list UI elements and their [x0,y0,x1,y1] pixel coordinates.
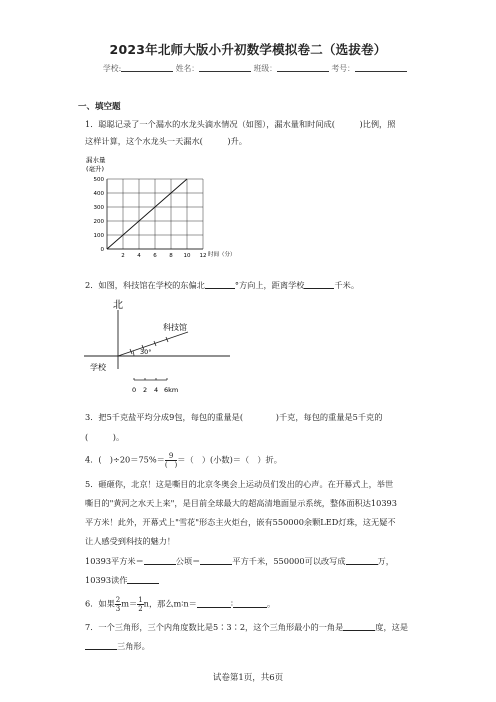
q6-blank-m [197,598,231,608]
direction-map [80,296,250,400]
leak-chart [80,154,240,262]
q6-fraction-1: $\frac{2}{3}$ [115,596,121,613]
q6-text: 6．如果 $\frac{2}{3}$ m＝ $\frac{1}{2}$ n，那么m∶n＝ ∶ 。 [85,596,276,613]
class-blank [277,63,329,72]
q2-distance-blank [304,279,334,289]
y-axis-label-1: 漏水量 [86,156,106,164]
q2-angle-blank [205,279,235,289]
school-label: 学校: [103,64,122,73]
north-label: 北 [113,300,123,311]
chart-grid [107,179,203,249]
x-tick-label: 12 [199,253,207,259]
q1-line1: 1．聪聪记录了一个漏水的水龙头滴水情况（如图），漏水量和时间成( )比例，照 [85,119,396,129]
x-tick-label: 8 [169,253,173,259]
series-line [107,179,187,249]
scale-2: 2 [143,386,148,394]
q4-part-a: 4．( )÷20＝75%＝ [85,454,165,465]
q7-line1: 7．一个三角形，三个内角度数比是5∶3∶2，这个三角形最小的一角是 度，这是 [85,622,409,632]
q5-blank-wan [346,555,378,565]
q4-fraction: $\frac{9}{( )}$ [164,452,178,469]
q1-line2: 这样计算，这个水龙头一天漏水( )升。 [85,136,247,146]
y-tick-label: 200 [93,219,104,225]
q4-text [85,452,282,469]
q5-blank-hectare [144,555,176,565]
y-tick-label: 500 [93,177,104,183]
direction-ray [118,332,188,356]
name-label: 姓名： [175,64,200,73]
y-tick-label: 0 [100,247,104,253]
q6-blank-n [233,598,267,608]
q5-line4: 让人感受到科技的魅力！ [85,536,176,546]
class-label: 班级： [253,64,277,73]
q7-blank-angle [343,621,375,631]
x-tick-label: 10 [183,253,191,259]
q4-part-b: ＝（ ）(小数)＝（ ）折。 [177,454,282,465]
q2-text [85,278,359,292]
page-footer: 试卷第1页，共6页 [212,673,284,683]
x-tick-label: 2 [121,253,125,259]
school-blank [121,63,173,72]
angle-label: 30° [140,348,152,356]
x-axis-label: 时间（分） [208,252,236,258]
q5-line6: 10393读作 [85,573,159,587]
q5-blank-read [127,574,159,584]
q3-line2: ( )。 [85,432,125,442]
q5-line2: 嘶目的"黄河之水天上来"，是目前全球最大的超高清地面显示系统，整体面积达10393 [85,498,397,508]
q6-fraction-2: $\frac{1}{2}$ [138,596,143,613]
number-label: 考号： [331,64,355,73]
q5-line3: 平方米！此外，开幕式上"雪花"形态主火炬台，嵌有550000余颗LED灯珠，这无疑不 [85,517,396,527]
q2-part-c: 千米。 [334,280,360,290]
y-tick-label: 100 [93,233,104,239]
scale-0: 0 [132,386,137,394]
q3-line1: 3．把5千克盐平均分成9包，每包的重量是( )千克，每包的重量是5千克的 [85,412,383,422]
angle-arc [133,351,134,356]
page-title: 2023年北师大版小升初数学模拟卷二（选拔卷） [109,42,387,57]
name-blank [199,63,251,72]
scale-6km: 6km [164,386,179,394]
museum-label: 科技馆 [163,323,187,332]
y-tick-label: 300 [93,205,104,211]
x-tick-label: 4 [137,253,141,259]
number-blank [355,63,407,72]
y-axis-label-2: (毫升) [86,165,105,173]
q5-line1: 5．砸砸你，北京！这是嘶目的北京冬奥会上运动员们发出的心声。在开幕式上，举世 [85,479,394,489]
scale-4: 4 [154,386,159,394]
x-tick-label: 6 [153,253,157,259]
q2-part-b: °方向上，距离学校 [234,280,305,290]
q7-line2: 三角形。 [85,639,150,653]
y-tick-label: 400 [93,191,104,197]
q7-blank-type [85,640,117,650]
q5-blank-sqkm [200,555,232,565]
section-heading: 一、填空题 [78,102,121,112]
q2-part-a: 2．如图，科技馆在学校的东偏北 [85,280,205,290]
q5-line5: 10393平方米＝ 公顷＝ 平方千米，550000可以改写成 万， [85,556,394,566]
student-info [103,63,407,74]
school-label-map: 学校 [90,363,106,372]
